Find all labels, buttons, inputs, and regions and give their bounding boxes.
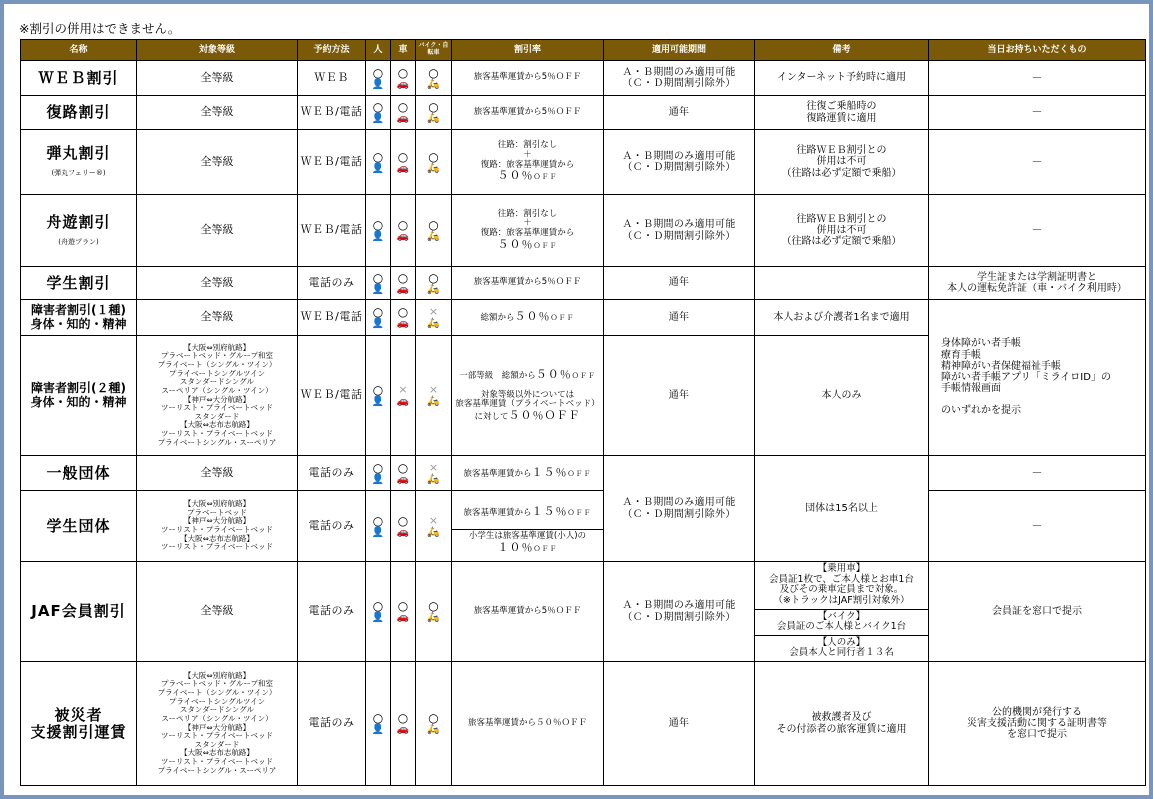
row-bring: － [929,130,1146,195]
bike-mark: ○ 🛵 [416,130,452,195]
bike-mark: ○ 🛵 [416,96,452,130]
row-grade: 【大阪⇔別府航路】 プラベートベッド・グループ和室 プライベート（シングル・ツイン） プライベートシングルツイン スタンダードシングル スーペリア（シングル・ツイン） 【神戸⇔大分航路】 ツーリスト・プライベートベッド スタンダード 【大阪⇔志布志航路】 ツーリスト・プライベートベッド プライベートシングル・スーペリア [137,336,298,456]
car-icon: 🚗 [396,162,410,174]
person-icon: 👤 [371,724,385,735]
bike-icon: 🛵 [427,396,440,407]
person-mark: ○ 👤 [366,300,391,336]
table-row [21,562,1146,662]
bike-mark: × 🛵 [416,300,452,336]
row-grade: 全等級 [137,562,298,662]
row-period: Ａ・Ｂ期間のみ適用可能 （Ｃ・Ｄ期間割引除外） [604,130,755,195]
header-remarks: 備考 [755,40,929,61]
row-grade: 全等級 [137,195,298,267]
row-period: 通年 [604,96,755,130]
car-icon: 🚗 [396,78,410,90]
row-rate: 旅客基準運賃から5％ＯＦＦ [452,61,604,96]
row-remarks: インターネット予約時に適用 [755,61,929,96]
car-mark: ○ 🚗 [391,96,416,130]
row-grade: 【大阪⇔別府航路】 プラベートベッド 【神戸⇔大分航路】 ツーリスト・プライベートベッド 【大阪⇔志布志航路】 ツーリスト・プライベートベッド [137,491,298,562]
row-period: Ａ・Ｂ期間のみ適用可能 （Ｃ・Ｄ期間割引除外） [604,456,755,562]
row-period: Ａ・Ｂ期間のみ適用可能 （Ｃ・Ｄ期間割引除外） [604,195,755,267]
row-rate: 往路：割引なし ＋ 復路：旅客基準運賃から ５０％ＯＦＦ [452,195,604,267]
person-icon: 👤 [371,231,385,242]
row-grade: 全等級 [137,130,298,195]
car-icon: 🚗 [396,612,410,623]
row-rate: 一部等級 総額から５０％ＯＦＦ 対象等級以外については 旅客基準運賃（プライベートベッド） に対して５０％ＯＦＦ [452,336,604,456]
car-mark: ○ 🚗 [391,662,416,786]
person-mark: ○ 👤 [366,491,391,562]
person-mark: ○ 👤 [366,562,391,662]
row-bring: － [929,195,1146,267]
person-icon: 👤 [371,318,385,329]
row-bring: 学生証または学割証明書と 本人の運転免許証（車・バイク利用時） [929,267,1146,300]
row-name: 一般団体 [21,456,137,491]
row-name: 学生割引 [21,267,137,300]
row-name: 被災者 支援割引運賃 [21,662,137,786]
row-bring: － [929,96,1146,130]
person-mark: ○ 👤 [366,195,391,267]
person-icon: 👤 [371,113,385,124]
row-rate: 旅客基準運賃から５０％ＯＦＦ [452,662,604,786]
row-period: 通年 [604,267,755,300]
bike-mark: ○ 🛵 [416,662,452,786]
row-method: ＷＥＢ/電話 [298,336,366,456]
row-remarks: 往復ご乗船時の 復路運賃に適用 [755,96,929,130]
bike-mark: ○ 🛵 [416,61,452,96]
car-mark: ○ 🚗 [391,267,416,300]
row-period: Ａ・Ｂ期間のみ適用可能 （Ｃ・Ｄ期間割引除外） [604,61,755,96]
car-icon: 🚗 [396,231,410,242]
row-method: 電話のみ [298,267,366,300]
row-remarks [755,267,929,300]
header-name: 名称 [21,40,137,61]
table-row [21,662,1146,786]
header-grade: 対象等級 [137,40,298,61]
bike-icon: 🛵 [427,526,440,538]
car-mark: ○ 🚗 [391,300,416,336]
row-bring: － [929,491,1146,562]
person-icon: 👤 [371,612,385,623]
row-period: Ａ・Ｂ期間のみ適用可能 （Ｃ・Ｄ期間割引除外） [604,562,755,662]
row-method: ＷＥＢ/電話 [298,96,366,130]
row-grade: 全等級 [137,300,298,336]
person-icon: 👤 [371,78,385,90]
row-rate: 総額から５０％ＯＦＦ [452,300,604,336]
bike-icon: 🛵 [427,283,440,295]
bike-mark: × 🛵 [416,336,452,456]
car-icon: 🚗 [396,113,410,124]
bike-icon: 🛵 [427,162,440,174]
row-remarks: 【乗用車】 会員証1枚で、ご本人様とお車1台 及びその乗車定員まで対象。 （※トラックはJAF割引対象外） 【バイク】 会員証のご本人様とバイク1台 【人のみ】 会員本人と同行者１３名 [755,562,929,662]
row-rate: 旅客基準運賃から5％ＯＦＦ [452,96,604,130]
person-mark: ○ 👤 [366,130,391,195]
table-row [21,61,1146,96]
row-name: JAF会員割引 [21,562,137,662]
table-row [21,130,1146,195]
row-method: 電話のみ [298,562,366,662]
row-grade: 全等級 [137,96,298,130]
table-row [21,491,1146,562]
bike-mark: ○ 🛵 [416,267,452,300]
header-method: 予約方法 [298,40,366,61]
row-name: 弾丸割引 (弾丸フェリー®) [21,130,137,195]
car-icon: 🚗 [396,283,410,295]
bike-icon: 🛵 [427,318,440,329]
row-method: ＷＥＢ/電話 [298,300,366,336]
table-row [21,267,1146,300]
row-rate: 旅客基準運賃から5％ＯＦＦ [452,267,604,300]
car-icon: 🚗 [396,318,410,329]
bike-icon: 🛵 [427,724,440,735]
row-grade: 全等級 [137,267,298,300]
person-mark: ○ 👤 [366,96,391,130]
row-rate: 旅客基準運賃から１５％ＯＦＦ [452,456,604,491]
table-row [21,195,1146,267]
discount-table [20,39,1146,786]
car-mark: ○ 🚗 [391,130,416,195]
bike-mark: × 🛵 [416,456,452,491]
person-icon: 👤 [371,396,385,407]
row-bring: 公的機関が発行する 災害支援活動に関する証明書等 を窓口で提示 [929,662,1146,786]
person-mark: ○ 👤 [366,662,391,786]
person-icon: 👤 [371,526,385,538]
person-icon: 👤 [371,283,385,295]
row-period: 通年 [604,662,755,786]
row-name: 障害者割引(１種) 身体・知的・精神 [21,300,137,336]
person-mark: ○ 👤 [366,336,391,456]
bike-icon: 🛵 [427,231,440,242]
row-method: 電話のみ [298,456,366,491]
table-row [21,300,1146,336]
row-bring: 会員証を窓口で提示 [929,562,1146,662]
table-row [21,456,1146,491]
row-method: 電話のみ [298,491,366,562]
bike-mark: × 🛵 [416,491,452,562]
row-name: 復路割引 [21,96,137,130]
header-rate: 割引率 [452,40,604,61]
row-name: 舟遊割引 (舟遊プラン) [21,195,137,267]
car-mark: ○ 🚗 [391,491,416,562]
person-mark: ○ 👤 [366,456,391,491]
row-bring: 身体障がい者手帳 療育手帳 精神障がい者保健福祉手帳 障がい者手帳アプリ「ミライロID」の 手帳情報画面 のいずれかを提示 [929,300,1146,456]
discount-table-page [4,4,1149,795]
car-icon: 🚗 [396,724,410,735]
row-method: ＷＥＢ/電話 [298,195,366,267]
car-icon: 🚗 [396,396,410,407]
car-mark: ○ 🚗 [391,61,416,96]
row-remarks: 往路ＷＥＢ割引との 併用は不可 （往路は必ず定額で乗船） [755,195,929,267]
row-period: 通年 [604,336,755,456]
table-row [21,96,1146,130]
notice-text: ※割引の併用はできません。 [19,21,181,36]
header-car: 車 [391,40,416,61]
person-icon: 👤 [371,473,385,485]
row-rate: 往路：割引なし ＋ 復路：旅客基準運賃から ５０％ＯＦＦ [452,130,604,195]
car-mark: ○ 🚗 [391,456,416,491]
row-grade: 全等級 [137,456,298,491]
bike-icon: 🛵 [427,473,440,485]
row-bring: － [929,61,1146,96]
row-bring: － [929,456,1146,491]
row-method: ＷＥＢ/電話 [298,130,366,195]
row-name: 障害者割引(２種) 身体・知的・精神 [21,336,137,456]
row-grade: 【大阪⇔別府航路】 プラベートベッド・グループ和室 プライベート（シングル・ツイン） プライベートシングルツイン スタンダードシングル スーペリア（シングル・ツイン） 【神戸⇔大分航路】 ツーリスト・プライベートベッド スタンダード 【大阪⇔志布志航路】 ツーリスト・プライベートベッド プライベートシングル・スーペリア [137,662,298,786]
row-method: ＷＥＢ [298,61,366,96]
header-person: 人 [366,40,391,61]
row-name: ＷＥＢ割引 [21,61,137,96]
person-mark: ○ 👤 [366,267,391,300]
row-rate: 旅客基準運賃から5％ＯＦＦ [452,562,604,662]
person-icon: 👤 [371,162,385,174]
bike-icon: 🛵 [427,612,440,623]
row-remarks: 本人のみ [755,336,929,456]
car-mark: ○ 🚗 [391,195,416,267]
row-method: 電話のみ [298,662,366,786]
header-period: 適用可能期間 [604,40,755,61]
person-mark: ○ 👤 [366,61,391,96]
car-mark: ○ 🚗 [391,562,416,662]
bike-mark: ○ 🛵 [416,562,452,662]
header-bring: 当日お持ちいただくもの [929,40,1146,61]
car-mark: × 🚗 [391,336,416,456]
row-grade: 全等級 [137,61,298,96]
row-rate: 旅客基準運賃から１５％ＯＦＦ 小学生は旅客基準運賃(小人)の １０％ＯＦＦ [452,491,604,562]
row-remarks: 被救護者及び その付添者の旅客運賃に適用 [755,662,929,786]
row-remarks: 団体は15名以上 [755,456,929,562]
bike-icon: 🛵 [427,113,440,124]
car-icon: 🚗 [396,526,410,538]
row-name: 学生団体 [21,491,137,562]
row-remarks: 往路ＷＥＢ割引との 併用は不可 （往路は必ず定額で乗船） [755,130,929,195]
car-icon: 🚗 [396,473,410,485]
row-remarks: 本人および介護者1名まで適用 [755,300,929,336]
bike-mark: ○ 🛵 [416,195,452,267]
row-period: 通年 [604,300,755,336]
header-bike: バイク・自転車 [416,40,452,61]
bike-icon: 🛵 [427,78,440,90]
header-row [21,40,1146,61]
